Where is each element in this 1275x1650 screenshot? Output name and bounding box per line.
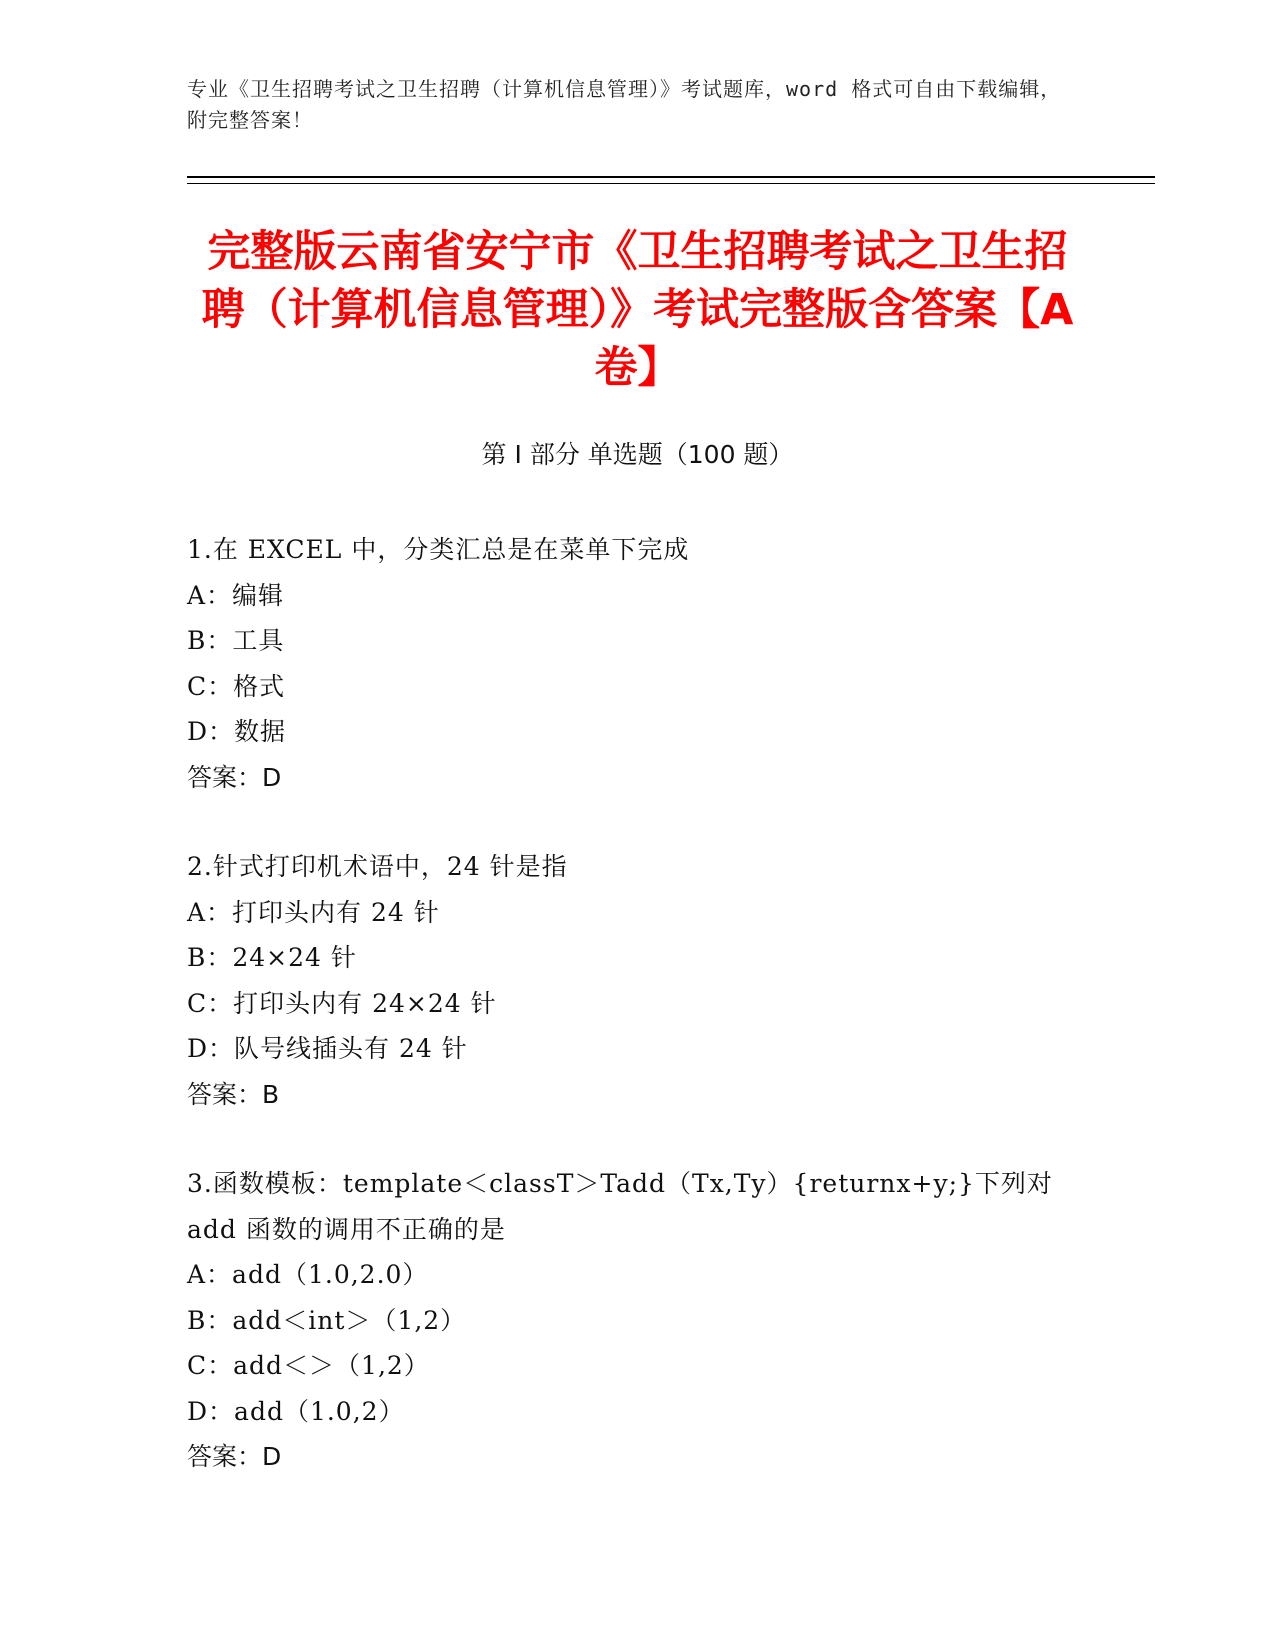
option-b: B：add＜int＞（1,2）: [187, 1305, 467, 1335]
answer-line: 答案：B: [187, 1079, 280, 1109]
option-a: A：编辑: [187, 580, 285, 610]
option-a: A：打印头内有 24 针: [187, 897, 440, 927]
option-c: C：打印头内有 24×24 针: [187, 988, 497, 1018]
option-b: B：24×24 针: [187, 943, 357, 972]
section-title: 第 I 部分 单选题（100 题）: [481, 440, 794, 469]
question-stem: 2.针式打印机术语中，24 针是指: [187, 852, 568, 881]
question-stem: 3.函数模板：template＜classT＞Tadd（Tx,Ty）{returnx+y;}下列对add 函数的调用不正确的是: [187, 1169, 1053, 1244]
option-c: C：add＜＞（1,2）: [187, 1351, 430, 1380]
option-b: B：工具: [187, 626, 285, 655]
option-a: A：add（1.0,2.0）: [187, 1260, 429, 1289]
question-list: [187, 527, 1087, 1524]
option-d: D：add（1.0,2）: [187, 1396, 405, 1426]
option-c: C：格式: [187, 671, 286, 701]
document-title: 完整版云南省安宁市《卫生招聘考试之卫生招聘（计算机信息管理）》考试完整版含答案【A 卷】: [201, 227, 1074, 393]
header-note: 专业《卫生招聘考试之卫生招聘（计算机信息管理）》考试题库，word 格式可自由下载编辑，附完整答案！: [187, 77, 1062, 132]
answer-line: 答案：D: [187, 1442, 282, 1471]
option-d: D：数据: [187, 717, 287, 746]
header-divider-thin: [187, 183, 1155, 184]
answer-line: 答案：D: [187, 762, 282, 792]
option-d: D：队号线插头有 24 针: [187, 1034, 468, 1063]
question-1: [187, 527, 1087, 800]
header-divider-thick: [187, 176, 1155, 178]
question-stem: 1.在 EXCEL 中，分类汇总是在菜单下完成: [187, 535, 690, 564]
question-3: [187, 1161, 1087, 1480]
question-2: [187, 844, 1087, 1117]
